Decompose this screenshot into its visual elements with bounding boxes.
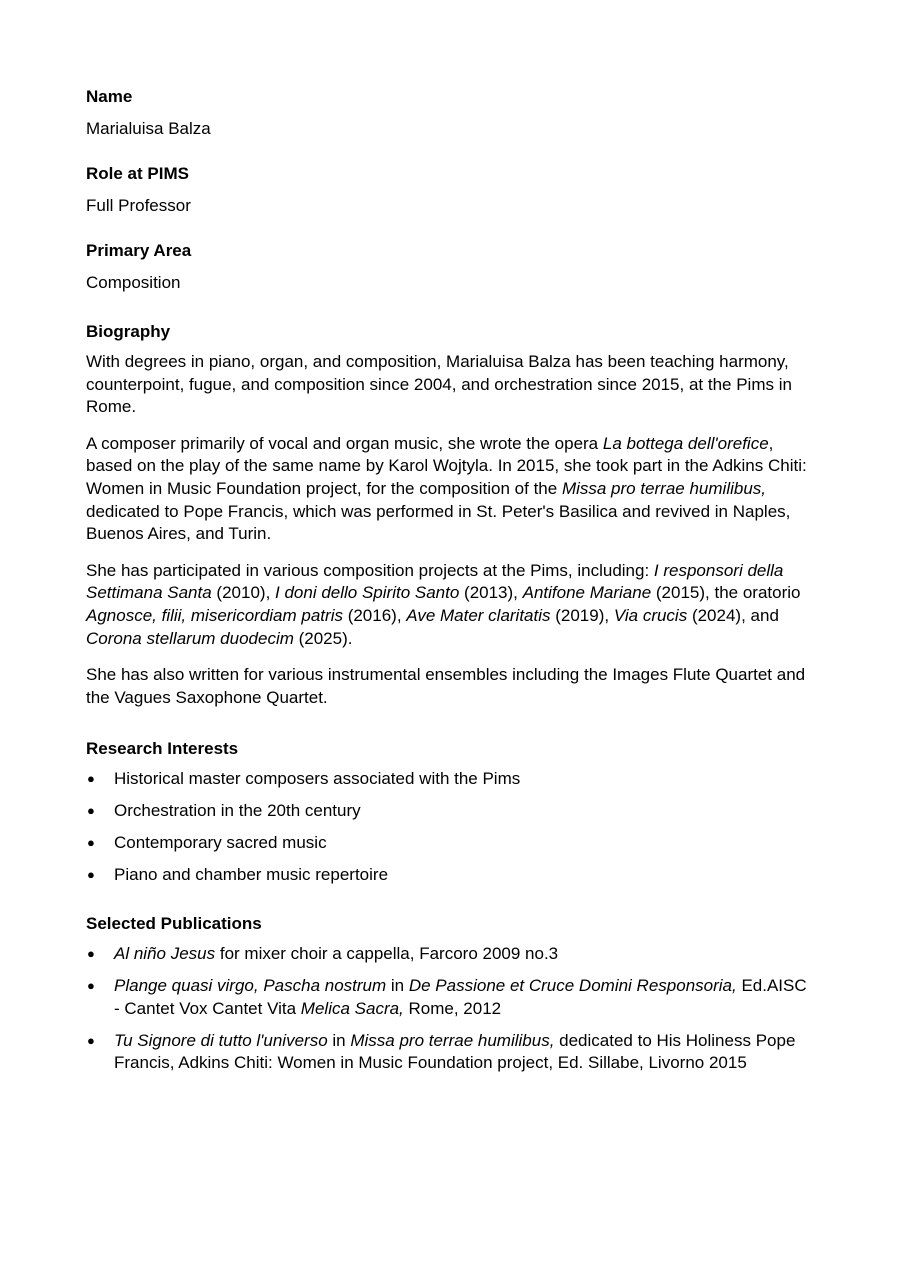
bullet-icon: ● bbox=[87, 978, 95, 994]
biography-paragraph-4: She has also written for various instrumental ensembles including the Images Flute Quartet and the Vagues Saxophone Quartet. bbox=[86, 665, 806, 707]
list-item bbox=[86, 800, 816, 823]
text-run: (2016), bbox=[342, 605, 407, 625]
text-run: , based on the play of the same name by Karol Wojtyla. In 2015, she took part in the Adkins Chiti: Women in Music Foundation project, for the composition of the bbox=[86, 433, 807, 498]
text-run: She has participated in various composition projects at the Pims, including: bbox=[86, 560, 654, 580]
bullet-icon: ● bbox=[87, 771, 95, 786]
primary-area-value: Composition bbox=[86, 273, 181, 292]
text-run: (2024), and bbox=[687, 605, 779, 625]
text-run: (2013), bbox=[459, 583, 523, 603]
text-run: dedicated to Pope Francis, which was performed in St. Peter's Basilica and revived in Naples, Buenos Aires, and Turin. bbox=[86, 501, 791, 544]
research-list bbox=[86, 768, 816, 887]
italic-title-text: Ave Mater claritatis bbox=[406, 605, 551, 625]
name-section bbox=[86, 86, 816, 140]
publications-heading: Selected Publications bbox=[86, 914, 262, 933]
text-run: (2015), the oratorio bbox=[651, 583, 801, 603]
publication-text bbox=[114, 1031, 795, 1073]
italic-title-text: I responsori della Settimana Santa bbox=[86, 560, 784, 603]
text-run: Ed.AISC - Cantet Vox Cantet Vita bbox=[114, 976, 807, 1018]
bullet-icon: ● bbox=[87, 803, 95, 819]
bullet-icon: ● bbox=[87, 946, 95, 961]
italic-title-text: Tu Signore di tutto l'universo bbox=[114, 1030, 328, 1050]
biography-paragraph-2 bbox=[86, 433, 816, 546]
text-run: Rome, 2012 bbox=[403, 998, 502, 1018]
text-run: dedicated to His Holiness Pope Francis, Adkins Chiti: Women in Music Foundation project, Ed. Sillabe, Livorno 2015 bbox=[114, 1030, 796, 1073]
primary-area-section bbox=[86, 240, 816, 294]
bullet-icon: ● bbox=[87, 1032, 95, 1048]
italic-title-text: I doni dello Spirito Santo bbox=[275, 583, 460, 603]
biography-paragraph-3 bbox=[86, 560, 816, 650]
list-item bbox=[86, 943, 816, 966]
role-value: Full Professor bbox=[86, 196, 191, 215]
italic-title-text: Melica Sacra, bbox=[300, 998, 404, 1018]
italic-title-text: La bottega dell'orefice bbox=[602, 433, 769, 453]
research-item-label: Orchestration in the 20th century bbox=[114, 801, 361, 821]
biography-section bbox=[86, 321, 816, 709]
research-item-label: Piano and chamber music repertoire bbox=[114, 865, 389, 885]
italic-title-text: Agnosce, filii, misericordiam patris bbox=[86, 605, 343, 625]
text-run: (2010), bbox=[211, 583, 276, 603]
list-item bbox=[86, 832, 816, 855]
publication-text bbox=[114, 944, 558, 963]
italic-title-text: Missa pro terrae humilibus, bbox=[350, 1030, 555, 1050]
biography-paragraph-1: With degrees in piano, organ, and composition, Marialuisa Balza has been teaching harmony, counterpoint, fugue, and composition since 2004, and orchestration since 2015, at the Pims in Rome. bbox=[86, 352, 792, 417]
bullet-icon: ● bbox=[87, 867, 95, 883]
italic-title-text: Antifone Mariane bbox=[522, 583, 652, 603]
italic-title-text: Al niño Jesus bbox=[114, 944, 216, 963]
primary-area-heading: Primary Area bbox=[86, 241, 192, 260]
list-item bbox=[86, 1030, 816, 1075]
research-heading: Research Interests bbox=[86, 739, 239, 758]
name-heading: Name bbox=[86, 87, 133, 106]
italic-title-text: De Passione et Cruce Domini Responsoria, bbox=[408, 976, 737, 996]
text-run: (2025). bbox=[293, 628, 353, 648]
publications-list bbox=[86, 943, 816, 1075]
bullet-icon: ● bbox=[87, 835, 95, 851]
italic-title-text: Via crucis bbox=[613, 605, 688, 625]
text-run: A composer primarily of vocal and organ music, she wrote the opera bbox=[86, 433, 603, 453]
research-item-label: Historical master composers associated with the Pims bbox=[114, 769, 521, 788]
research-item-label: Contemporary sacred music bbox=[114, 833, 327, 853]
text-run: for mixer choir a cappella, Farcoro 2009 no.3 bbox=[215, 944, 559, 963]
list-item bbox=[86, 864, 816, 887]
name-value: Marialuisa Balza bbox=[86, 119, 211, 138]
italic-title-text: Corona stellarum duodecim bbox=[86, 628, 294, 648]
text-run: in bbox=[386, 976, 409, 996]
text-run: (2019), bbox=[550, 605, 614, 625]
biography-heading: Biography bbox=[86, 322, 171, 341]
italic-title-text: Missa pro terrae humilibus, bbox=[561, 478, 767, 498]
publication-text bbox=[114, 976, 807, 1018]
italic-title-text: Plange quasi virgo, Pascha nostrum bbox=[114, 976, 387, 996]
role-heading: Role at PIMS bbox=[86, 164, 189, 183]
role-section bbox=[86, 163, 816, 217]
research-section bbox=[86, 738, 816, 887]
list-item bbox=[86, 768, 816, 791]
publications-section bbox=[86, 913, 816, 1075]
text-run: in bbox=[327, 1030, 351, 1050]
list-item bbox=[86, 975, 816, 1020]
